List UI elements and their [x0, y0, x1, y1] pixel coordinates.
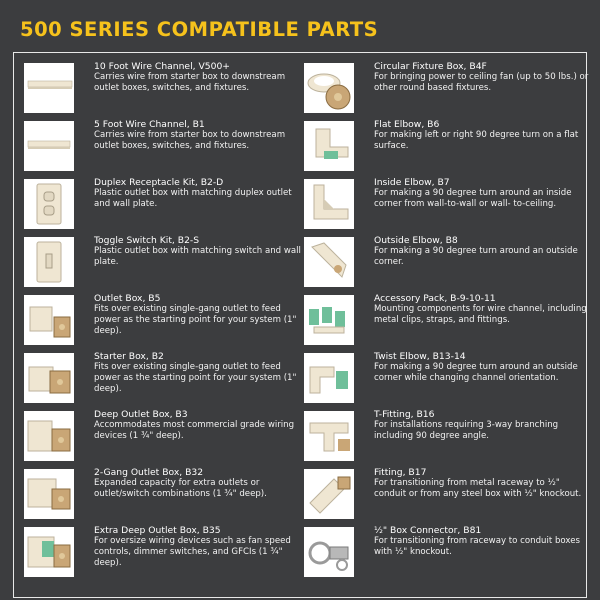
- part-description: For transitioning from raceway to conduit boxes with ½" knockout.: [374, 536, 580, 557]
- part-name: Toggle Switch Kit, B2-S: [94, 235, 200, 246]
- part-description: Carries wire from starter box to downstream outlet boxes, switches, and fixtures.: [94, 130, 286, 151]
- part-name: Circular Fixture Box, B4F: [374, 61, 487, 72]
- toggle-switch-icon: [24, 237, 74, 287]
- duplex-receptacle-icon: [24, 179, 74, 229]
- accessory-pack-icon: [304, 295, 354, 345]
- outside-elbow-icon: [304, 237, 354, 287]
- part-item: [304, 119, 584, 177]
- part-item: [304, 409, 584, 467]
- part-item: [304, 61, 589, 119]
- t-fitting-icon: [304, 411, 354, 461]
- part-text: [94, 119, 304, 152]
- part-name: T-Fitting, B16: [374, 409, 435, 420]
- part-description: Accommodates most commercial grade wiring devices (1 ¾" deep).: [94, 420, 295, 441]
- parts-panel: [13, 52, 587, 598]
- part-description: Fits over existing single-gang outlet to feed power as the starting point for your system (1" deep).: [94, 362, 297, 394]
- part-item: [304, 525, 584, 583]
- short-channel-icon: [24, 121, 74, 171]
- extra-deep-box-icon: [24, 527, 74, 577]
- part-item: [24, 177, 304, 235]
- part-text: [374, 467, 594, 500]
- part-description: For making a 90 degree turn around an inside corner from wall-to-wall or wall- to-ceiling.: [374, 188, 572, 209]
- part-item: [24, 525, 304, 583]
- part-text: [94, 293, 304, 337]
- part-item: [24, 293, 304, 351]
- part-text: [374, 61, 594, 94]
- two-gang-box-icon: [24, 469, 74, 519]
- part-name: Outside Elbow, B8: [374, 235, 458, 246]
- part-text: [374, 525, 594, 558]
- part-text: [374, 293, 594, 326]
- fitting-icon: [304, 469, 354, 519]
- part-item: [24, 409, 304, 467]
- part-text: [94, 61, 304, 94]
- part-name: Extra Deep Outlet Box, B35: [94, 525, 221, 536]
- starter-box-icon: [24, 353, 74, 403]
- part-item: [304, 235, 584, 293]
- part-text: [374, 119, 594, 152]
- part-item: [24, 235, 304, 293]
- part-name: Twist Elbow, B13-14: [374, 351, 466, 362]
- long-channel-icon: [24, 63, 74, 113]
- part-description: Fits over existing single-gang outlet to feed power as the starting point for your system (1" deep).: [94, 304, 297, 336]
- deep-outlet-box-icon: [24, 411, 74, 461]
- page-title: 500 SERIES COMPATIBLE PARTS: [20, 18, 379, 41]
- part-text: [94, 177, 304, 210]
- right-parts-column: [304, 61, 589, 583]
- inside-elbow-icon: [304, 179, 354, 229]
- part-name: Flat Elbow, B6: [374, 119, 440, 130]
- part-name: 2-Gang Outlet Box, B32: [94, 467, 204, 478]
- part-description: Plastic outlet box with matching duplex outlet and wall plate.: [94, 188, 292, 209]
- part-item: [304, 177, 584, 235]
- left-parts-column: [24, 61, 304, 583]
- part-name: Inside Elbow, B7: [374, 177, 450, 188]
- part-name: 5 Foot Wire Channel, B1: [94, 119, 205, 130]
- part-text: [94, 467, 304, 500]
- part-text: [374, 351, 594, 384]
- part-item: [304, 293, 587, 351]
- box-connector-icon: [304, 527, 354, 577]
- part-item: [304, 467, 584, 525]
- part-text: [94, 351, 304, 395]
- part-item: [304, 351, 584, 409]
- part-text: [94, 235, 304, 268]
- outlet-box-icon: [24, 295, 74, 345]
- part-description: Mounting components for wire channel, including metal clips, straps, and fittings.: [374, 304, 587, 325]
- part-name: ½" Box Connector, B81: [374, 525, 482, 536]
- part-name: Starter Box, B2: [94, 351, 164, 362]
- part-item: [24, 351, 304, 409]
- part-item: [24, 467, 304, 525]
- part-name: 10 Foot Wire Channel, V500+: [94, 61, 230, 72]
- part-description: For bringing power to ceiling fan (up to 50 lbs.) or other round based fixtures.: [374, 72, 589, 93]
- part-description: For making left or right 90 degree turn on a flat surface.: [374, 130, 579, 151]
- part-item: [24, 61, 304, 119]
- part-text: [94, 409, 304, 442]
- part-description: For oversize wiring devices such as fan speed controls, dimmer switches, and GFCIs (1 ¾" deep).: [94, 536, 291, 568]
- part-text: [94, 525, 304, 569]
- part-name: Outlet Box, B5: [94, 293, 161, 304]
- twist-elbow-icon: [304, 353, 354, 403]
- part-name: Deep Outlet Box, B3: [94, 409, 188, 420]
- part-name: Fitting, B17: [374, 467, 427, 478]
- part-text: [374, 177, 594, 210]
- part-description: Plastic outlet box with matching switch and wall plate.: [94, 246, 301, 267]
- part-description: For making a 90 degree turn around an outside corner while changing channel orientation.: [374, 362, 578, 383]
- circular-fixture-box-icon: [304, 63, 354, 113]
- part-item: [24, 119, 304, 177]
- flat-elbow-icon: [304, 121, 354, 171]
- part-description: For transitioning from metal raceway to ½" conduit or from any steel box with ½" knockout.: [374, 478, 582, 499]
- part-description: For installations requiring 3-way branching including 90 degree angle.: [374, 420, 559, 441]
- part-name: Duplex Receptacle Kit, B2-D: [94, 177, 224, 188]
- part-name: Accessory Pack, B-9-10-11: [374, 293, 496, 304]
- part-description: Expanded capacity for extra outlets or outlet/switch combinations (1 ¾" deep).: [94, 478, 267, 499]
- part-description: For making a 90 degree turn around an outside corner.: [374, 246, 578, 267]
- part-text: [374, 235, 594, 268]
- part-description: Carries wire from starter box to downstream outlet boxes, switches, and fixtures.: [94, 72, 286, 93]
- part-text: [374, 409, 594, 442]
